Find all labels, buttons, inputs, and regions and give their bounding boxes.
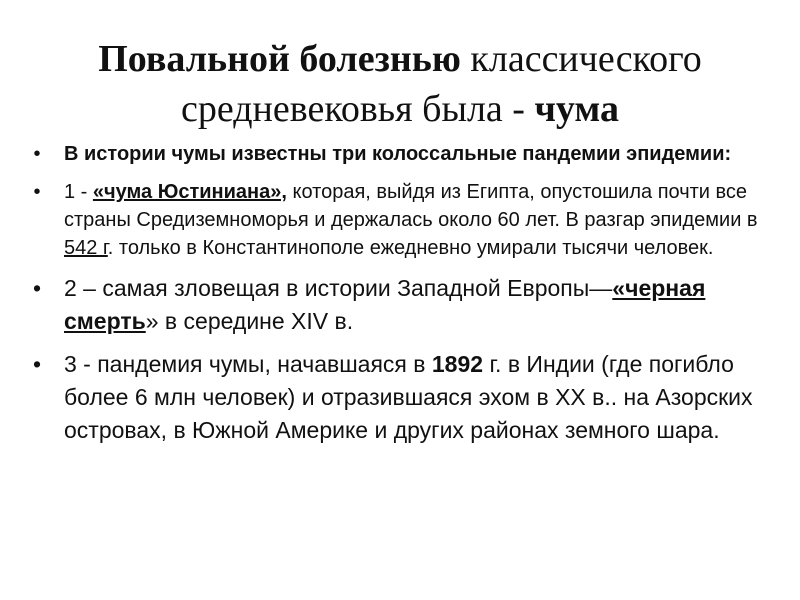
year-1892: 1892: [431, 351, 484, 377]
bullet-tail: г. в Индии (где погибло более 6 млн человек) и отразившаяся эхом в XX в.. на Азорских островах, в Южной Америке и других районах земного шара.: [64, 351, 753, 443]
bullet-text: [64, 275, 705, 334]
title-regular-part: классического средневековья была -: [180, 38, 702, 130]
justinian-plague-link: «чума Юстиниана»,: [92, 181, 287, 203]
bullet-text: В истории чумы известны три колоссальные пандемии эпидемии:: [64, 143, 732, 165]
bullet-icon: •: [32, 351, 42, 377]
bullet-tail: . только в Константинополе ежедневно умирали тысячи человек.: [107, 237, 714, 259]
bullet-body: которая, выйдя из Египта, опустошила почти все страны Средиземноморья и держалась около 60 лет. В разгар эпидемии в: [64, 181, 758, 231]
bullet-list: [30, 140, 780, 457]
bullet-icon: •: [33, 181, 41, 203]
bullet-text: [64, 351, 753, 443]
year-542-link: 542 г: [64, 237, 108, 259]
black-death-link: «черная смерть: [64, 275, 706, 334]
bullet-icon: •: [32, 275, 42, 301]
bullet-prefix: 3 - пандемия чумы, начавшаяся в: [64, 351, 432, 377]
slide-title: [40, 34, 760, 134]
bullet-icon: •: [33, 143, 41, 165]
title-keyword: чума: [534, 88, 620, 130]
bullet-text: [64, 181, 758, 259]
list-item: [30, 140, 780, 168]
list-item: [30, 178, 780, 262]
bullet-prefix: 2 – самая зловещая в истории Западной Европы—: [64, 275, 613, 301]
title-bold-part: Повальной болезнью: [98, 38, 461, 80]
list-item: [30, 272, 780, 338]
list-item: [30, 348, 780, 447]
bullet-tail: » в середине XIV в.: [145, 308, 354, 334]
bullet-prefix: 1 -: [64, 181, 93, 203]
